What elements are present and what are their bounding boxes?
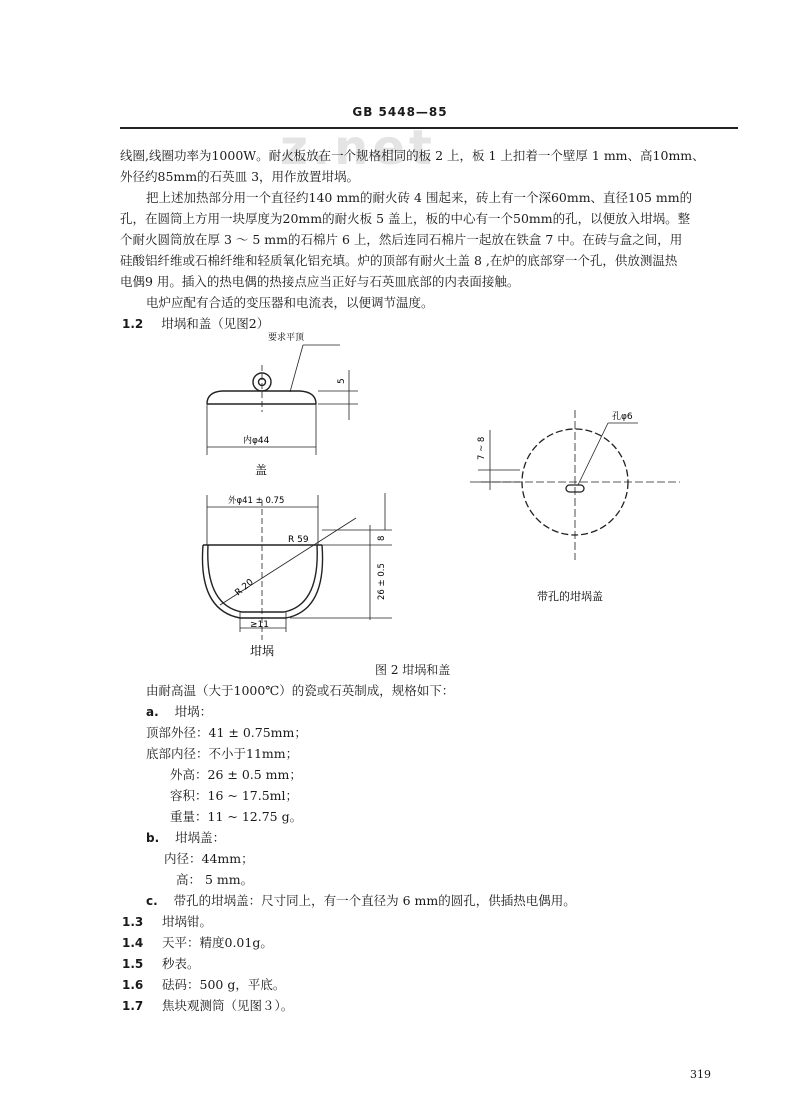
item-number: 1.3 [122, 915, 144, 929]
paragraph-line: 电炉应配有合适的变压器和电流表，以便调节温度。 [146, 295, 434, 310]
paragraph-line: 外径约85mm的石英皿 3，用作放置坩埚。 [120, 169, 360, 184]
standard-header: GB 5448—85 [352, 105, 448, 119]
crucible-r20: R 20 [233, 577, 256, 599]
crucible-r59: R 59 [288, 535, 309, 545]
list-item [122, 995, 293, 1017]
spec-line: 外高：26 ± 0.5 mm； [170, 767, 302, 782]
spec-a-title: 坩埚： [174, 704, 213, 719]
section-number: 1.2 [122, 317, 144, 331]
paragraph-line: 电偶9 用。插入的热电偶的热接点应当正好与石英皿底部的内表面接触。 [120, 274, 520, 289]
spec-a-key: a. [146, 705, 159, 719]
spec-line: 容积：16 ~ 17.5ml； [170, 788, 299, 803]
spec-line: 内径：44mm； [164, 851, 254, 866]
crucible-top-dim: 外φ41 ± 0.75 [228, 496, 285, 506]
spec-c-text: 带孔的坩埚盖：尺寸同上，有一个直径为 6 mm的圆孔，供插热电偶用。 [173, 893, 576, 908]
crucible-bottom-dim: ≥11 [250, 620, 269, 630]
spec-c-key: c. [146, 894, 158, 908]
lid-dim-height: 5 [337, 378, 347, 384]
paragraph-line: 把上述加热部分用一个直径约140 mm的耐火砖 4 围起来，砖上有一个深60mm、直径105 mm的 [146, 190, 693, 205]
spec-line: 顶部外径：41 ± 0.75mm； [146, 725, 307, 740]
holed-lid-drawing [470, 410, 680, 560]
spec-b-key: b. [146, 831, 160, 845]
list-item [122, 953, 200, 975]
lid-drawing [207, 345, 358, 455]
holed-lid-hole-dim: 孔φ6 [612, 412, 633, 422]
spec-intro: 由耐高温（大于1000℃）的瓷或石英制成，规格如下： [146, 683, 455, 698]
section-title: 坩埚和盖（见图2） [161, 316, 270, 331]
crucible-height-dim: 26 ± 0.5 [377, 563, 387, 600]
item-number: 1.7 [122, 999, 144, 1013]
spec-a-heading [146, 701, 212, 723]
paragraph-line: 个耐火圆筒放在厚 3 ～ 5 mm的石棉片 6 上，然后连同石棉片一起放在铁盒 7 中。在砖与盒之间，用 [120, 232, 683, 247]
spec-c [146, 890, 576, 912]
spec-line: 底部内径：不小于11mm； [146, 746, 299, 761]
lid-note: 要求平顶 [268, 333, 305, 343]
paragraph-line: 孔，在圆筒上方用一块厚度为20mm的耐火板 5 盖上，板的中心有一个50mm的孔，以便放入坩埚。整 [120, 211, 691, 226]
holed-lid-offset-dim: 7 ~ 8 [477, 436, 487, 460]
spec-b-title: 坩埚盖： [175, 830, 226, 845]
watermark: z.net [280, 120, 436, 176]
item-number: 1.5 [122, 957, 144, 971]
spec-b-heading [146, 827, 225, 849]
lid-dim-diameter: 内φ44 [243, 436, 270, 446]
item-text: 坩埚钳。 [162, 914, 213, 929]
item-text: 砝码：500 g，平底。 [162, 977, 286, 992]
list-item [122, 911, 212, 933]
lid-label: 盖 [255, 463, 268, 477]
list-item [122, 974, 285, 996]
paragraph-line: 线圈,线圈功率为1000W。耐火板放在一个规格相同的板 2 上，板 1 上扣着一个壁厚 1 mm、高10mm、 [120, 148, 705, 163]
list-item [122, 932, 273, 954]
crucible-label: 坩埚 [250, 644, 275, 658]
page-number: 319 [690, 1068, 711, 1081]
crucible-dim-8: 8 [377, 535, 387, 541]
item-text: 秒表。 [162, 956, 200, 971]
figure-caption: 图 2 坩埚和盖 [375, 663, 451, 677]
spec-line: 高： 5 mm。 [176, 872, 254, 887]
item-number: 1.4 [122, 936, 144, 950]
holed-lid-label: 带孔的坩埚盖 [537, 590, 603, 603]
crucible-drawing [202, 493, 392, 640]
item-number: 1.6 [122, 978, 144, 992]
paragraph-line: 硅酸铝纤维或石棉纤维和轻质氧化铝充填。炉的顶部有耐火土盖 8 ,在炉的底部穿一个孔，供放测温热 [120, 253, 678, 268]
item-text: 焦块观测筒（见图３）。 [162, 998, 294, 1013]
item-text: 天平：精度0.01g。 [162, 935, 273, 950]
spec-line: 重量：11 ~ 12.75 g。 [170, 809, 303, 824]
